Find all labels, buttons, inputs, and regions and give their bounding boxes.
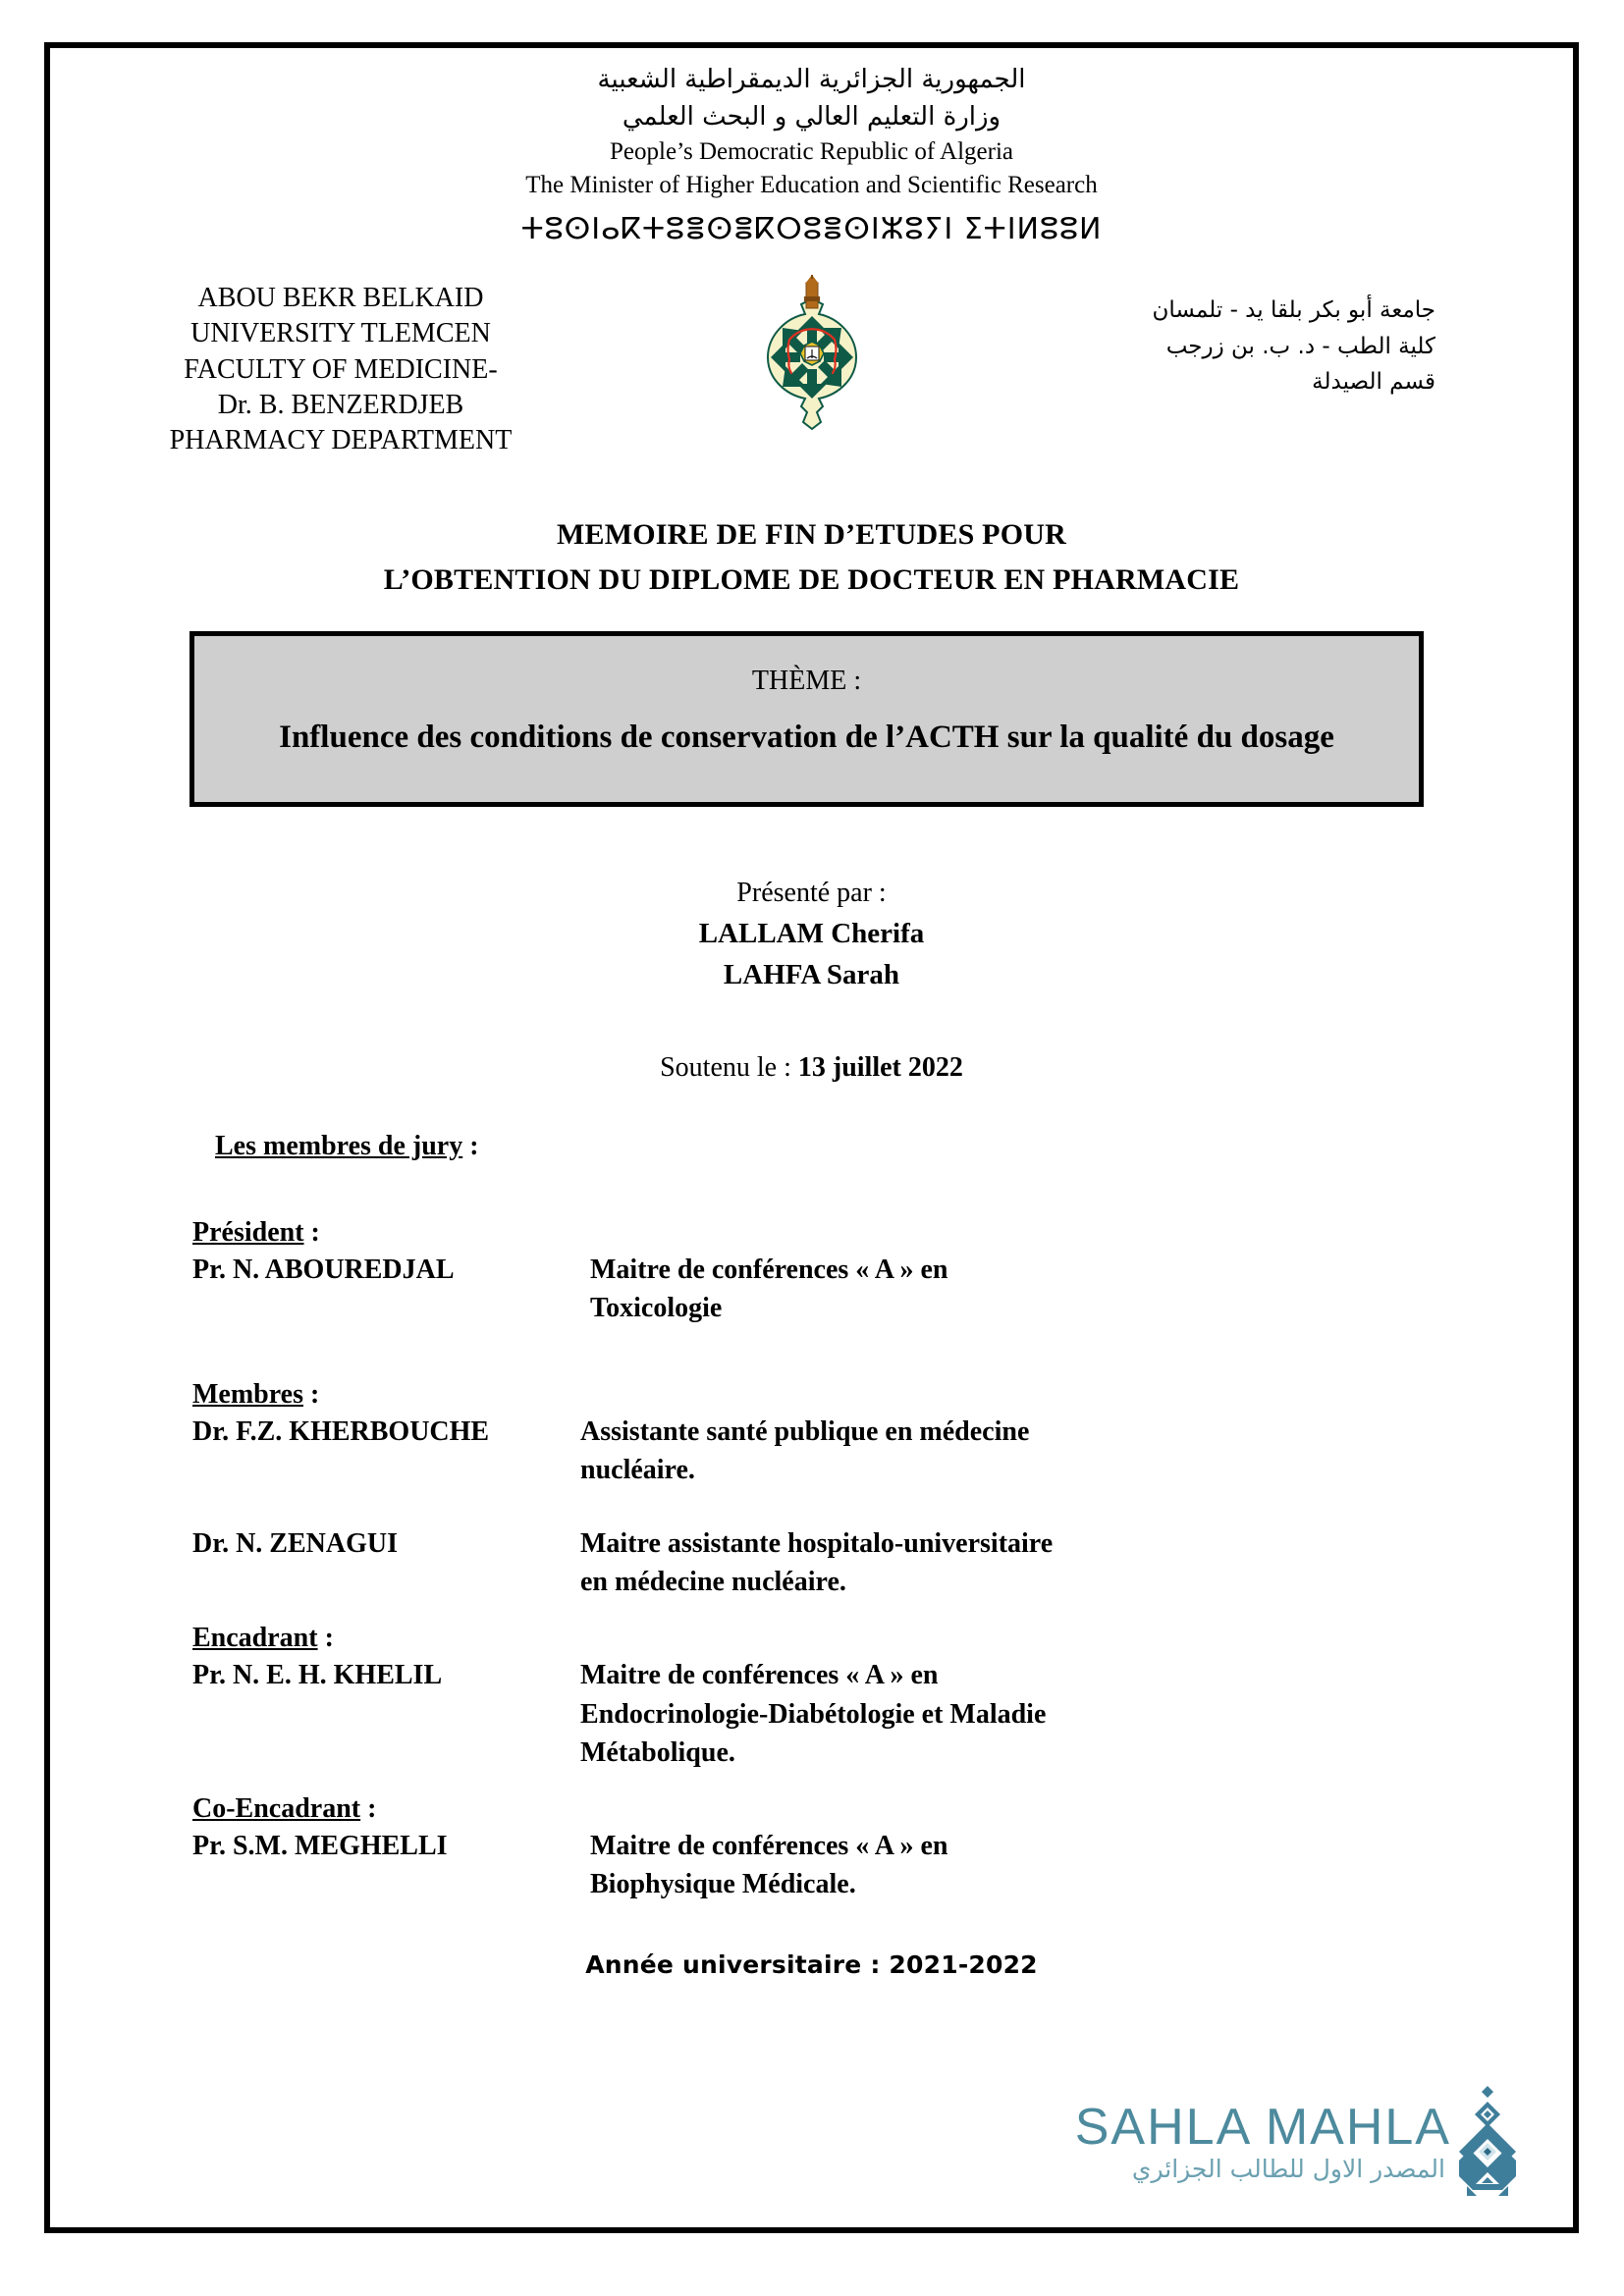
jury-member-name: Pr. N. ABOUREDJAL [192,1255,455,1286]
jury-role-colon: : [360,1792,377,1824]
theme-title: Influence des conditions de conservation de l’ACTH sur la qualité du dosage [279,720,1334,756]
page-border-frame [44,42,1579,2233]
amazigh-diamond-logo-icon [1445,2084,1530,2200]
institution-english-line-5: PHARMACY DEPARTMENT [169,425,513,456]
watermark-tagline: المصدر الاول للطالب الجزائري [1131,2155,1445,2183]
defense-date-label: Soutenu le : [660,1052,791,1084]
spacer [192,1778,1390,1793]
ministry-header [50,62,1573,247]
jury-role-co-encadrant [192,1793,1390,1825]
jury-role-colon: : [303,1217,320,1249]
institution-arabic-block [1082,293,1435,400]
institution-arabic-line-2: كلية الطب - د. ب. بن زرجب [1165,333,1435,359]
jury-member-name: Dr. F.Z. KHERBOUCHE [192,1415,490,1447]
jury-row [192,1827,1390,1903]
jury-role-president [192,1217,1390,1249]
defense-date-value: 13 juillet 2022 [797,1052,963,1084]
jury-role-colon: : [317,1623,334,1654]
jury-member-title-line: Biophysique Médicale. [590,1869,856,1900]
watermark-brand: SAHLA MAHLA [1074,2099,1451,2156]
spacer [192,1607,1390,1623]
sahla-mahla-watermark [1074,2090,1536,2217]
ministry-english-line-1: People’s Democratic Republic of Algeria [610,138,1013,166]
jury-role-label: Président [192,1217,304,1249]
diploma-heading-line-2: L’OBTENTION DU DIPLOME DE DOCTEUR EN PHARMACIE [383,563,1240,597]
jury-member-title [580,1656,1390,1772]
spacer [192,1495,1390,1524]
jury-row [192,1251,1390,1327]
jury-member-title-line: Maitre de conférences « A » en [590,1255,948,1286]
institution-english-line-3: FACULTY OF MEDICINE- [184,353,498,385]
ministry-tifinagh-line: ⵜⵓⵙⵏⴰⴽⵜⵓⴻⵙⴻⴽⵔⵓⴻⵙⵏⵣⵓⵢⵏ ⵉⵜⵏⵍⵓⵓⵍ [520,211,1103,246]
jury-row [192,1413,1390,1489]
jury-members-list [192,1217,1390,1903]
jury-member-title-line: Maitre de conférences « A » en [580,1660,939,1691]
academic-year: Année universitaire : 2021-2022 [585,1950,1038,1980]
jury-row [192,1656,1390,1772]
institution-english-block [144,281,537,459]
diploma-heading-line-1: MEMOIRE DE FIN D’ETUDES POUR [557,517,1066,551]
jury-member-name: Dr. N. ZENAGUI [192,1528,398,1559]
jury-member-title [580,1251,1390,1327]
jury-heading [215,1131,1573,1162]
jury-row [192,1524,1390,1601]
institution-english-line-4: Dr. B. BENZERDJEB [217,390,464,421]
theme-box-container [189,631,1424,807]
jury-member-title-line: Assistante santé publique en médecine [580,1415,1030,1447]
jury-heading-colon: : [462,1131,479,1162]
jury-member-title-line: en médecine nucléaire. [580,1567,846,1598]
author-name-2: LAHFA Sarah [723,959,900,991]
institution-header [50,275,1573,461]
page-content [50,48,1573,2227]
presented-by-block [50,874,1573,996]
jury-member-title-line: Maitre de conférences « A » en [590,1830,948,1861]
jury-member-title-line: nucléaire. [580,1454,695,1485]
tlemcen-university-emblem-icon [754,275,870,432]
author-name-1: LALLAM Cherifa [698,918,925,950]
ministry-arabic-line-2: وزارة التعليم العالي و البحث العلمي [622,101,1001,132]
jury-role-colon: : [303,1378,320,1410]
diploma-heading [50,512,1573,604]
jury-role-label: Membres [192,1378,303,1410]
jury-member-title [580,1827,1390,1903]
jury-role-membres [192,1379,1390,1411]
jury-role-label: Encadrant [192,1623,318,1654]
institution-english-line-1: ABOU BEKR BELKAID [197,282,484,313]
jury-role-label: Co-Encadrant [192,1792,361,1824]
institution-arabic-line-1: جامعة أبو بكر بلقا يد - تلمسان [1152,296,1435,323]
jury-member-name: Pr. S.M. MEGHELLI [192,1830,448,1861]
jury-member-title [580,1413,1390,1489]
defense-date-block [50,1052,1573,1084]
jury-member-title [580,1524,1390,1601]
theme-box [189,631,1424,807]
jury-member-title-line: Toxicologie [590,1293,723,1324]
ministry-english-line-2: The Minister of Higher Education and Scientific Research [525,172,1098,199]
jury-member-title-line: Maitre assistante hospitalo-universitaire [580,1528,1054,1559]
spacer [192,1334,1390,1379]
jury-heading-text: Les membres de jury [215,1131,463,1162]
presented-by-label: Présenté par : [736,877,887,908]
jury-member-title-line: Endocrinologie-Diabétologie et Maladie [580,1698,1047,1730]
theme-label: THÈME : [751,665,862,696]
institution-arabic-line-3: قسم الصيدلة [1312,369,1435,396]
ministry-arabic-line-1: الجمهورية الجزائرية الديمقراطية الشعبية [597,65,1026,94]
jury-member-name: Pr. N. E. H. KHELIL [192,1660,443,1691]
jury-role-encadrant [192,1623,1390,1654]
institution-english-line-2: UNIVERSITY TLEMCEN [190,318,491,349]
jury-member-title-line: Métabolique. [580,1736,735,1768]
